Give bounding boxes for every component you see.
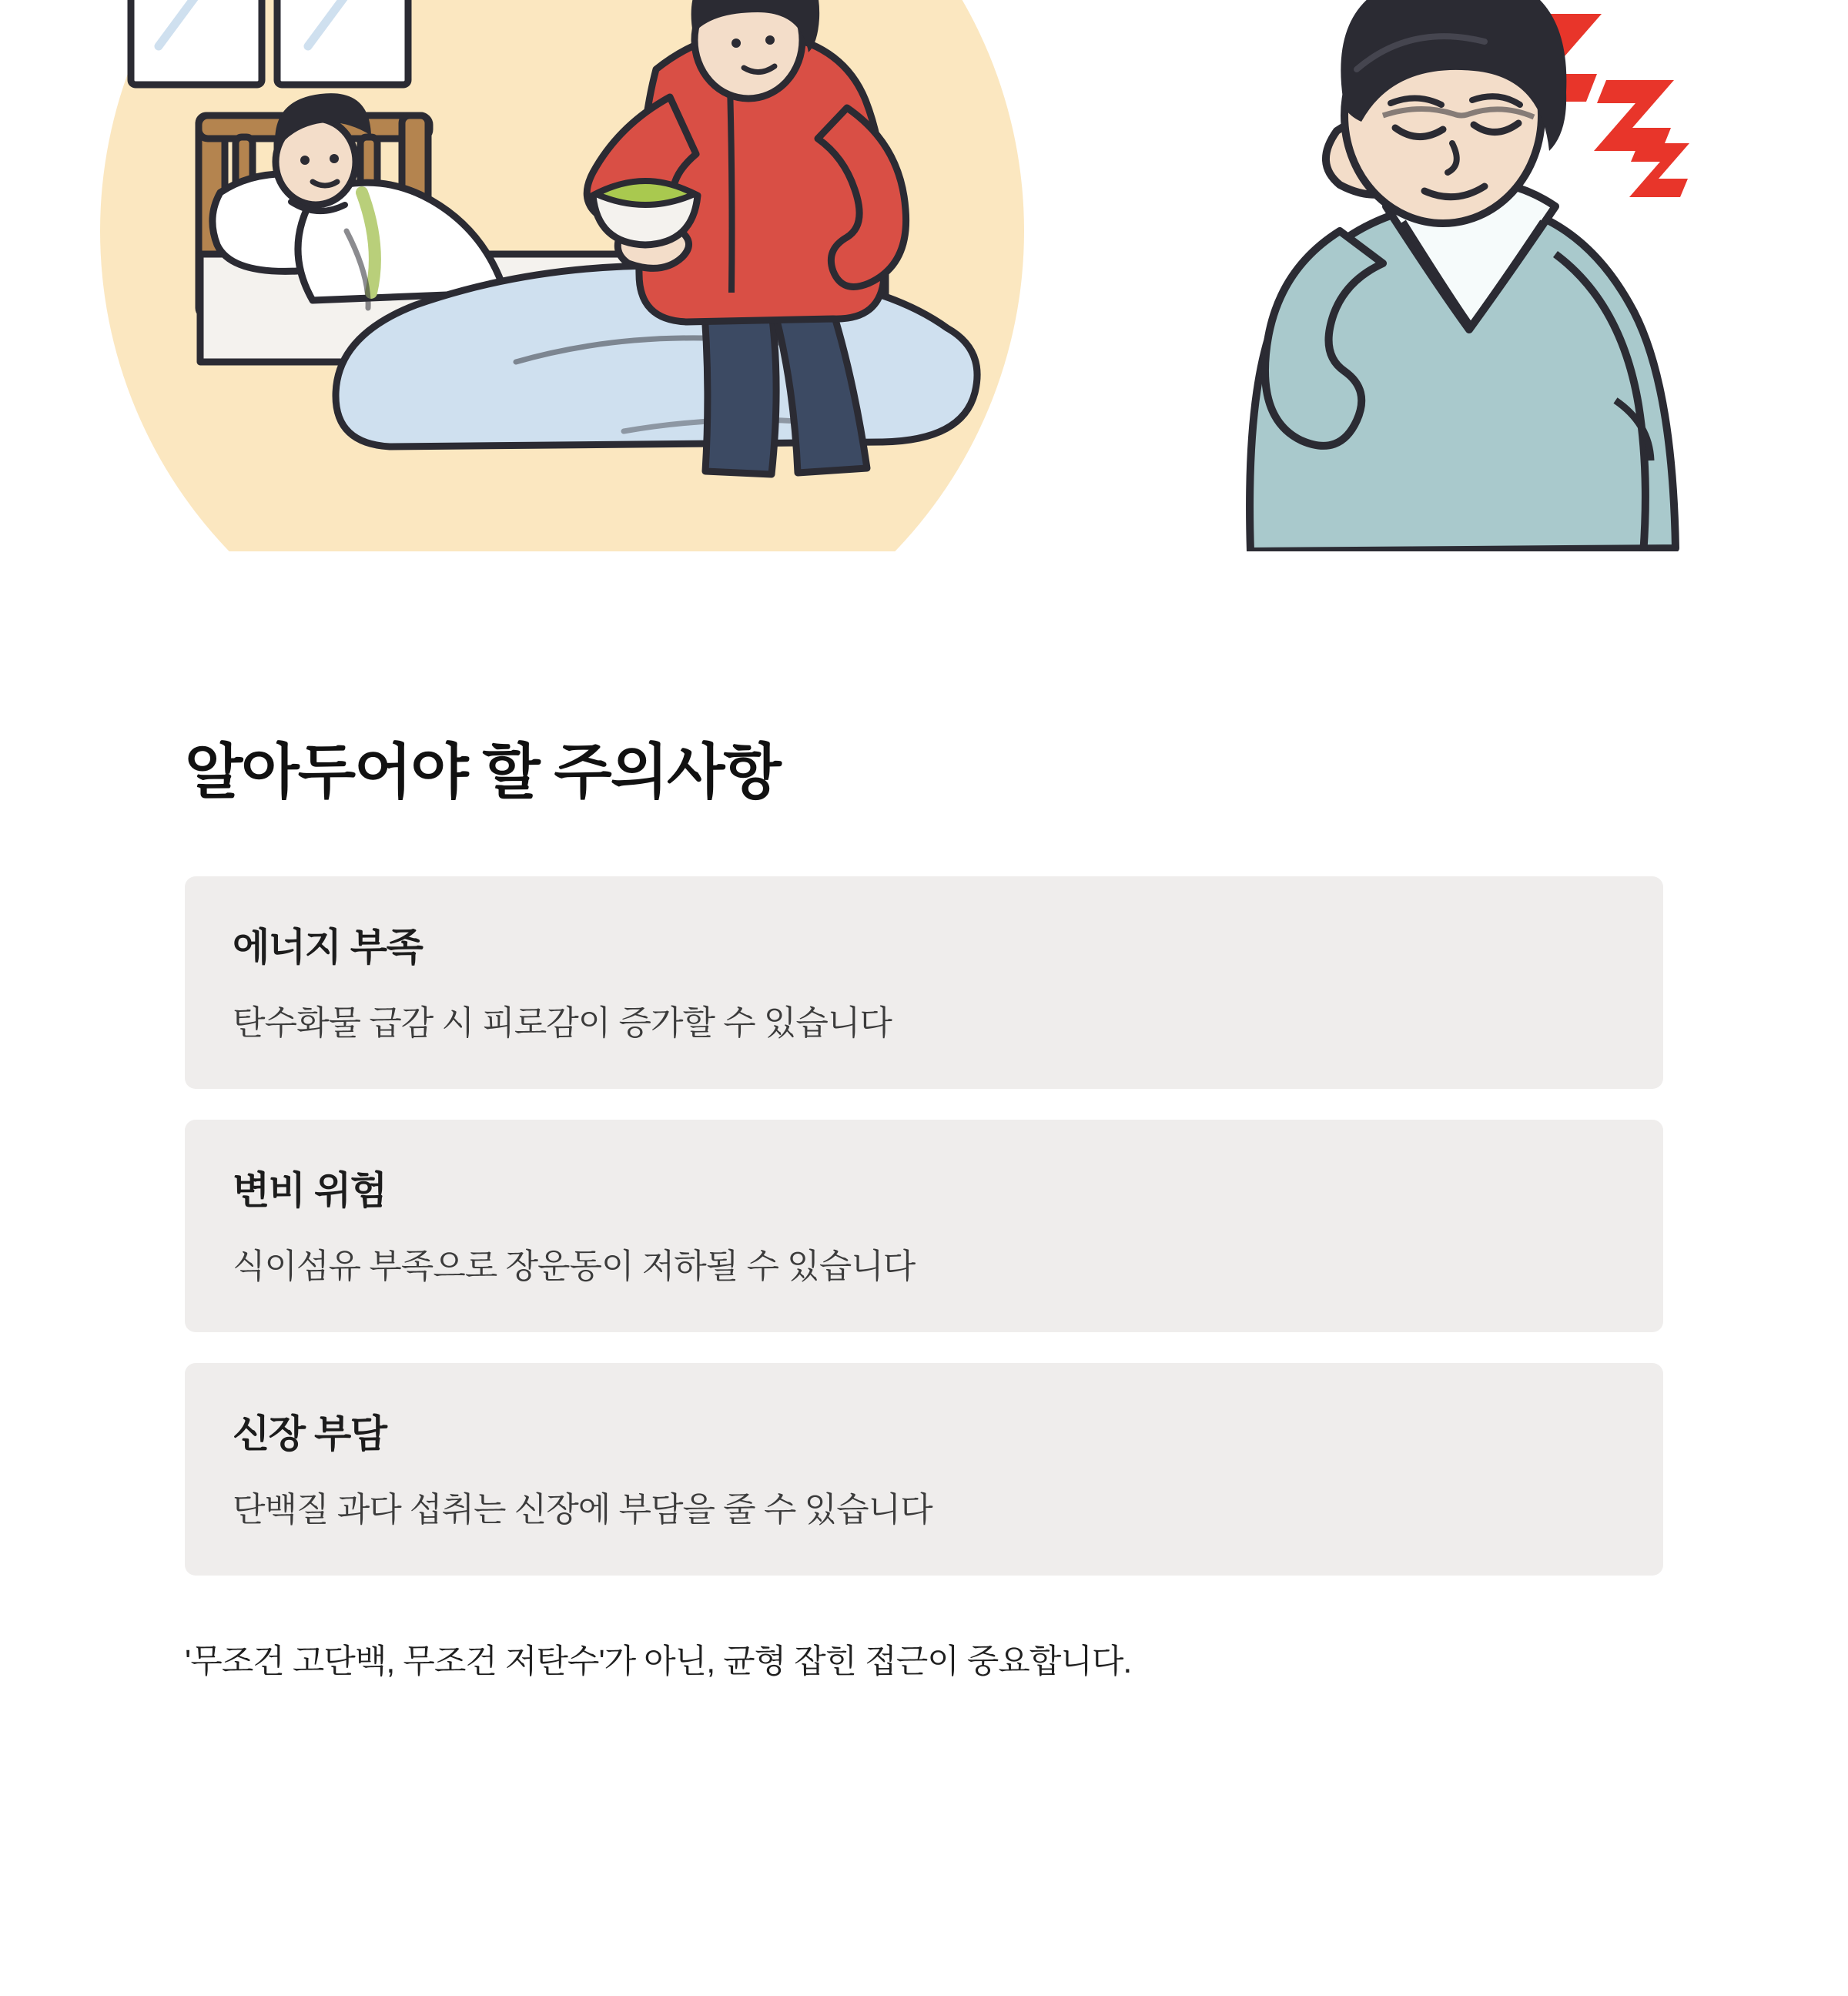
caution-card-title: 변비 위험 <box>233 1169 387 1212</box>
caution-card-title: 신장 부담 <box>233 1412 387 1455</box>
illustration-band <box>0 0 1848 585</box>
caregiver-serving-food-illustration <box>85 0 1040 570</box>
caution-card-description: 단백질 과다 섭취는 신장에 부담을 줄 수 있습니다 <box>233 1491 932 1529</box>
caution-card-title: 에너지 부족 <box>233 926 423 969</box>
tired-person-zzz-illustration <box>1155 0 1725 570</box>
footnote-text: '무조건 고단백, 무조건 저탄수'가 아닌, 균형 잡힌 접근이 중요합니다. <box>185 1643 1132 1680</box>
caution-card <box>185 1120 1663 1332</box>
caution-card <box>185 876 1663 1089</box>
caution-card <box>185 1363 1663 1576</box>
caution-card-description: 탄수화물 급감 시 피로감이 증가할 수 있습니다 <box>233 1004 892 1042</box>
caution-card-list <box>0 876 1848 1576</box>
page-title: 알아두어야 할 주의사항 <box>185 738 780 805</box>
caution-card-description: 식이섬유 부족으로 장운동이 저하될 수 있습니다 <box>233 1248 916 1285</box>
